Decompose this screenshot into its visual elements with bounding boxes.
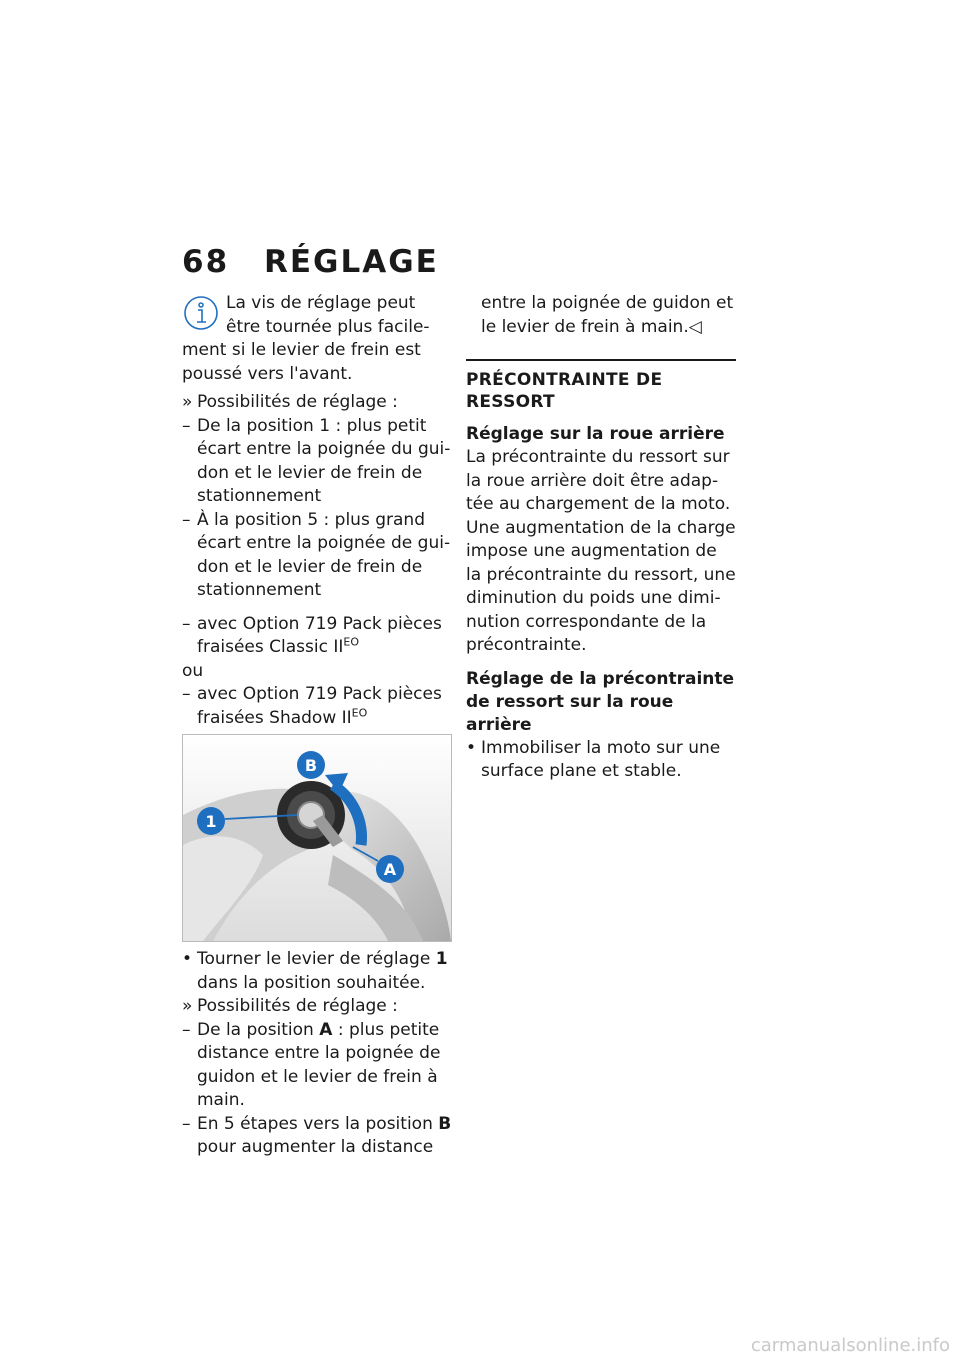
info-icon (182, 294, 220, 332)
section-divider (466, 359, 736, 361)
watermark: carmanualsonline.info (750, 1335, 950, 1356)
option-code: EO (343, 635, 359, 649)
dash-item: – En 5 étapes vers la position B pour augmenter la distance (182, 1113, 452, 1157)
page-header (182, 244, 439, 280)
dash-item: – De la position 1 : plus petit écart entre la poignée du gui-don et le levier de frein de stationnement (182, 415, 451, 506)
result-item: » Possibilités de réglage : (182, 996, 398, 1016)
right-column (466, 292, 736, 784)
bullet-item: • Immobiliser la moto sur une surface plane et stable. (466, 737, 721, 781)
brake-lever-figure (182, 734, 452, 942)
paragraph: La précontrainte du ressort sur la roue arrière doit être adap-tée au chargement de la moto. Une augmentation de la charge impose une augmentation de la précontrainte du ressort, une diminution du poids une dimi-nution correspondante de la précontrainte. (466, 447, 736, 655)
subsection-title: Réglage de la précontrainte de ressort sur la roue arrière (466, 668, 735, 735)
dash-item: – À la position 5 : plus grand écart entre la poignée de gui-don et le levier de frein de stationnement (182, 509, 451, 600)
subsection-title: Réglage sur la roue arrière (466, 424, 725, 444)
continued-text: entre la poignée de guidon et le levier de frein à main.◁ (481, 293, 734, 337)
option-item: – avec Option 719 Pack pièces fraisées Classic $II^{EO}$ (182, 613, 442, 657)
info-line-1: La vis de réglage peut (226, 293, 416, 313)
bullet-item: • Tourner le levier de réglage 1 dans la position souhaitée. (182, 949, 448, 993)
callout-b: B (304, 756, 318, 775)
info-note (182, 292, 452, 339)
option-code: EO (351, 705, 368, 719)
end-marker: ◁ (688, 316, 702, 337)
info-text: ment si le levier de frein est poussé vers l'avant. (182, 340, 421, 384)
brake-lever-illustration (183, 735, 451, 941)
dash-item: – De la position A : plus petite distance entre la poignée de guidon et le levier de frein à main. (182, 1019, 441, 1110)
callout-a: A (383, 860, 397, 879)
left-column (182, 292, 452, 1160)
page-number: 68 (182, 244, 230, 280)
callout-1: 1 (205, 812, 217, 831)
result-item: » Possibilités de réglage : (182, 392, 398, 412)
section-title: PRÉCONTRAINTE DE RESSORT (466, 370, 663, 412)
info-line-2: être tournée plus facile- (226, 316, 430, 337)
or-text: ou (182, 660, 204, 681)
page-title: RÉGLAGE (264, 244, 439, 280)
option-item: – avec Option 719 Pack pièces fraisées Shadow $II^{EO}$ (182, 684, 442, 728)
